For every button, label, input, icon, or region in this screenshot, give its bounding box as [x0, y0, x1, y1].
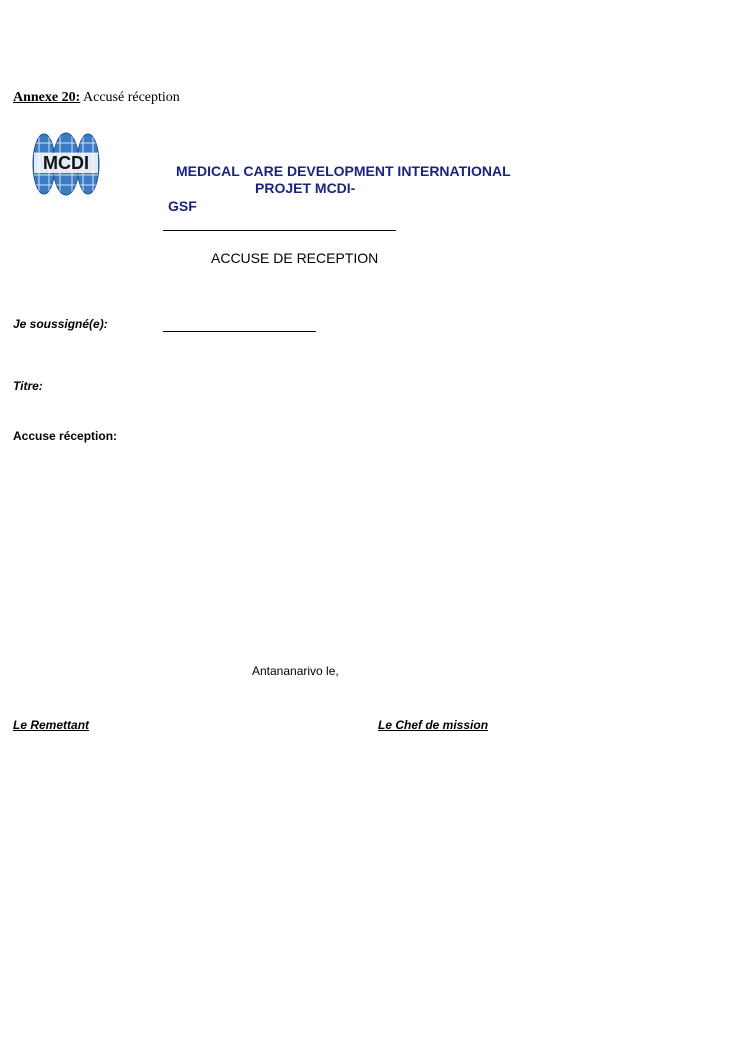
document-title: ACCUSE DE RECEPTION	[211, 250, 379, 266]
mcdi-logo	[30, 131, 102, 197]
logo-text: MCDI	[43, 153, 89, 173]
project-line-2: GSF	[168, 198, 197, 214]
titre-label: Titre:	[13, 379, 43, 393]
undersigned-line[interactable]	[163, 331, 316, 332]
signature-chef-mission: Le Chef de mission	[378, 718, 489, 732]
annex-heading	[13, 90, 180, 106]
header-divider	[163, 230, 396, 231]
org-name: MEDICAL CARE DEVELOPMENT INTERNATIONAL	[176, 163, 511, 179]
place-date-line: Antananarivo le,	[252, 664, 339, 678]
annex-text: Accusé réception	[83, 90, 180, 105]
undersigned-label: Je soussigné(e):	[13, 317, 108, 331]
annex-label: Annexe 20:	[13, 90, 81, 105]
accuse-reception-label: Accuse réception:	[13, 429, 118, 443]
signature-remettant: Le Remettant	[13, 718, 90, 732]
project-line-1: PROJET MCDI-	[255, 180, 356, 196]
globe-logo-icon	[30, 131, 102, 197]
